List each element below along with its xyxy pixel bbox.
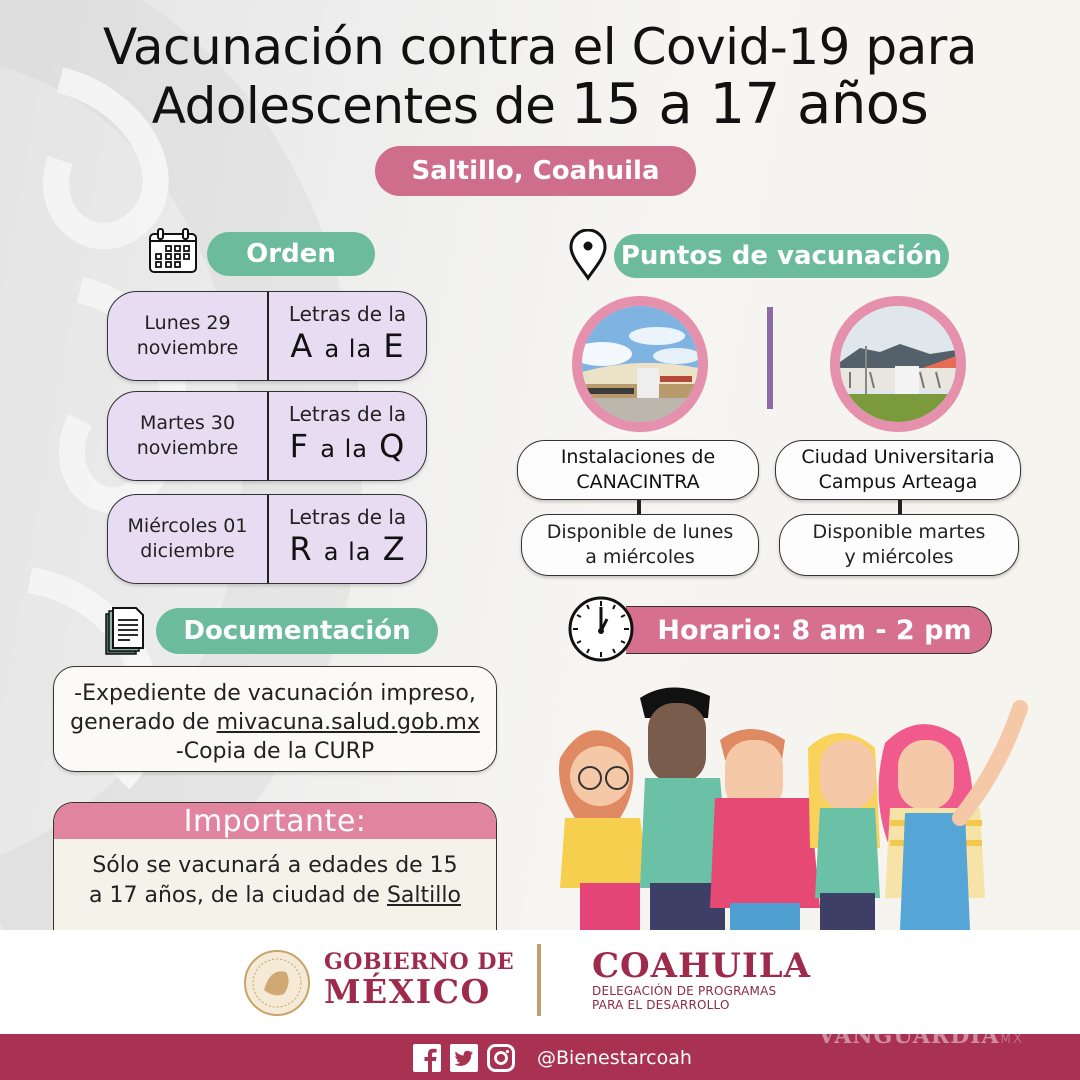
building-image-icon xyxy=(582,306,698,422)
order-row xyxy=(107,391,427,481)
section-label-order: Orden xyxy=(207,232,375,276)
section-label-vaccination-points: Puntos de vacunación xyxy=(614,234,949,278)
sites-divider xyxy=(767,307,773,409)
facebook-icon[interactable] xyxy=(413,1044,441,1072)
location-badge: Saltillo, Coahuila xyxy=(375,146,696,196)
site-availability-canacintra: Disponible de lunes a miércoles xyxy=(521,514,759,576)
order-row xyxy=(107,291,427,381)
important-notice: Importante: Sólo se vacunará a edades de 15 a 17 años, de la ciudad de Saltillo xyxy=(53,802,497,942)
schedule-badge: Horario: 8 am - 2 pm xyxy=(626,606,992,654)
twitter-icon[interactable] xyxy=(450,1044,478,1072)
site-name-campus-arteaga: Ciudad Universitaria Campus Arteaga xyxy=(775,440,1021,500)
map-pin-icon xyxy=(568,229,608,281)
order-letters: Letras de la R a la Z xyxy=(288,505,407,568)
mexico-seal-icon xyxy=(240,948,314,1018)
site-availability-campus-arteaga: Disponible martes y miércoles xyxy=(779,514,1019,576)
instagram-icon[interactable] xyxy=(487,1044,515,1072)
important-heading: Importante: xyxy=(54,803,496,839)
social-handle[interactable]: @Bienestarcoah xyxy=(537,1047,692,1069)
teenagers-illustration-icon xyxy=(520,668,1040,930)
campus-image-icon xyxy=(840,306,956,422)
order-date: Miércoles 01 diciembre xyxy=(108,495,269,583)
section-label-documentation: Documentación xyxy=(156,608,438,654)
site-photo-campus-arteaga xyxy=(830,296,966,432)
order-row xyxy=(107,494,427,584)
coahuila-delegacion-logo: COAHUILA DELEGACIÓN DE PROGRAMAS PARA EL DESARROLLO xyxy=(592,946,812,1012)
documentation-box: -Expediente de vacunación impreso, generado de mivacuna.salud.gob.mx -Copia de la CURP xyxy=(53,666,497,772)
connector-line xyxy=(898,500,902,514)
page-title xyxy=(0,18,1080,135)
site-photo-canacintra xyxy=(572,296,708,432)
clock-icon xyxy=(567,595,635,663)
age-range: 15 a 17 años xyxy=(570,72,929,137)
document-icon xyxy=(104,606,146,656)
vanguardia-watermark: VANGUARDIAMX xyxy=(818,1023,1024,1049)
logo-divider xyxy=(537,944,541,1016)
connector-line xyxy=(637,500,641,514)
order-date: Lunes 29 noviembre xyxy=(108,292,269,380)
calendar-icon xyxy=(148,228,198,274)
title-line-1: Vacunación contra el Covid-19 para xyxy=(103,18,977,76)
site-name-canacintra: Instalaciones de CANACINTRA xyxy=(517,440,759,500)
order-letters: Letras de la F a la Q xyxy=(288,402,407,465)
vaccine-site-link[interactable]: mivacuna.salud.gob.mx xyxy=(216,710,480,735)
order-date: Martes 30 noviembre xyxy=(108,392,269,480)
gobierno-de-mexico-logo: GOBIERNO DE MÉXICO xyxy=(324,949,515,1011)
order-letters: Letras de la A a la E xyxy=(288,302,407,365)
title-line-2: Adolescentes de 15 a 17 años xyxy=(151,72,929,137)
